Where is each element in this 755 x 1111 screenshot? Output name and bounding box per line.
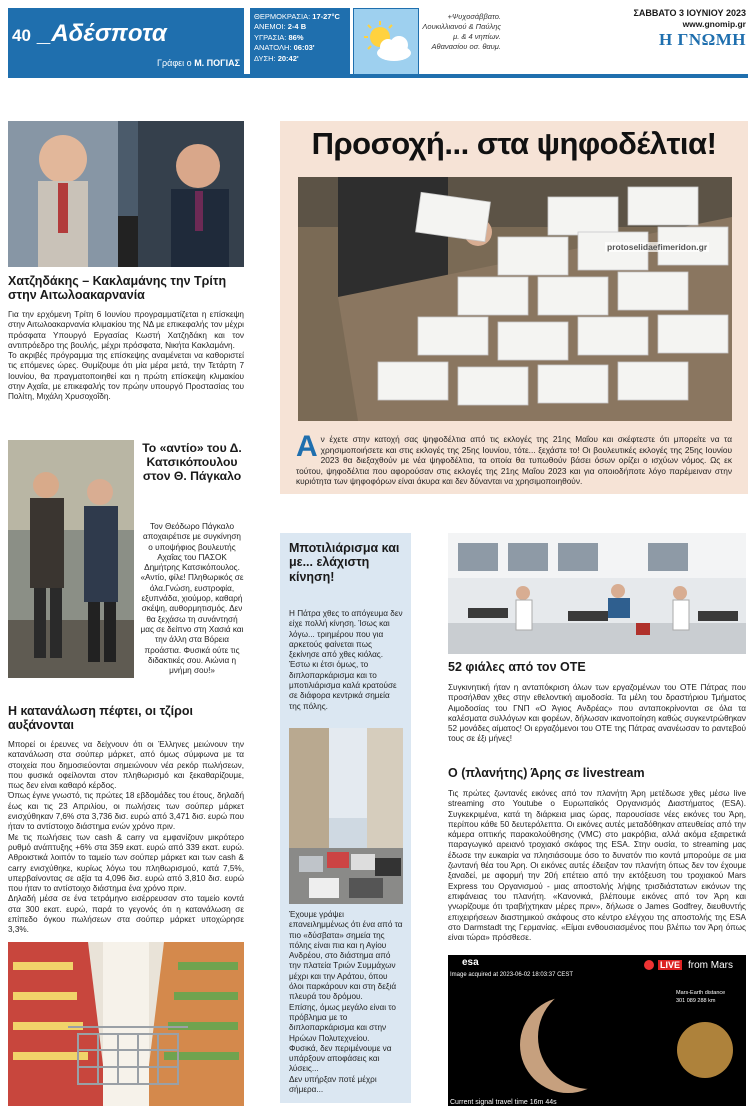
- distance-label: Mars-Earth distance: [676, 990, 726, 996]
- ballots-body: Αν έχετε στην κατοχή σας ψηφοδέλτια από τις εκλογές της 21ης Μαΐου και σκέφτεστε ότι μπορείτε να τα χρησιμοποιήσετε και στις εκλογές της 25ης Ιουνίου, τότε... ξεχάστε το! Οι βουλευτικές εκλογές της 25ης Ιουνίου 2023 θα διεξαχθούν με νέα ψηφοδέλτια, τα οποία θα τυπωθούν βάσει όσων ορίζει ο ισχύων νόμος. Ως εκ τούτου, ψηφοδέλτια που αφορούσαν στις εκλογές της 21ης Μαΐου 2023 και για οποιοδήποτε λόγο παρέμειναν στην κυριότητα των ψηφοφόρων είναι άκυρα και δεν δύνανται να χρησιμοποιηθούν.: [296, 430, 732, 486]
- byline: Γράφει ο Μ. ΠΟΓΙΑΣ: [157, 58, 240, 68]
- weather-sunset: ΔΥΣΗ: 20:42': [254, 53, 299, 63]
- sun-cloud-icon: [353, 8, 419, 78]
- weather-sunrise: ΑΝΑΤΟΛΗ: 06:03': [254, 43, 315, 53]
- bottlenecks-body-bottom: Έχουμε γράψει επανειλημμένως ότι ένα από τα πιο «δύσβατα» σημεία της πόλης είναι πια και η Αγίου Ανδρέου, στο διάστημα από την πλατεία Τριών Συμμάχων μέχρι και την Αράτου, όπου όλοι παρκάρουν και στη δεξιά πλευρά του δρόμου. Επίσης, όμως μεγάλο είναι το πρόβλημα με το διπλοπαρκάρισμα και στην Ηρώων Πολυτεχνείου. Φυσικά, δεν περιμένουμε να υπάρξουν αποφάσεις και λύσεις... Δεν υπήρξαν ποτέ μέχρι σήμερα...: [289, 910, 403, 1095]
- weather-wind: ΑΝΕΜΟΙ: 2-4 Β: [254, 22, 307, 32]
- site-url[interactable]: www.gnomip.gr: [682, 19, 746, 29]
- mars-title: Ο (πλανήτης) Άρης σε livestream: [448, 766, 645, 780]
- hatzidakis-title: Χατζηδάκης – Κακλαμάνης την Τρίτη στην Αιτωλοακαρνανία: [8, 274, 227, 303]
- ote-title: 52 φιάλες από τον ΟΤΕ: [448, 660, 586, 674]
- masthead: [508, 8, 748, 78]
- live-badge: LIVE: [660, 960, 681, 970]
- esa-logo: esa: [462, 957, 479, 968]
- section-header: [8, 8, 244, 78]
- traffic-photo: [289, 728, 403, 904]
- weather-humidity: ΥΓΡΑΣΙΑ: 86%: [254, 32, 304, 42]
- signal-travel-time: Current signal travel time 16m 44s: [450, 1099, 557, 1106]
- katsikopoulos-photo: [8, 440, 134, 678]
- distance-value: 301 089 288 km: [676, 998, 716, 1004]
- antio-body: Τον Θεόδωρο Πάγκαλο αποχαιρέτισε με συγκίνηση ο υποψήφιος βουλευτής Αχαΐας του ΠΑΣΟΚ Δημήτρης Κατσικόπουλος. «Αντίο, φίλε! Πληθωρικός σε όλα.Γνώση, ευστροφία, εξυπνάδα, χιούμορ, καθαρή σκέψη, αυθορμητισμός. Δεν θα ξεχάσω τη συνάντησή μας σε δείπνο στη Χασιά και την άλλη στα Βόρεια προάστια. Φυσικά ούτε τις διδακτικές σου. Αιώνια η μνήμη σου!»: [140, 522, 244, 676]
- supermarket-photo: [8, 942, 244, 1106]
- weather-temperature: ΘΕΡΜΟΚΡΑΣΙΑ: 17-27°C: [254, 12, 340, 21]
- consumption-body: Μπορεί οι έρευνες να δείχνουν ότι οι Έλληνες μειώνουν την κατανάλωση στα σούπερ μάρκετ, από όμως σύμφωνα με τα στοιχεία που δημοσιεύονται σημειώνουν νέα ρεκόρ πωλήσεων, που φυσικά οφείλονται στον πληθωρισμό και ξεκαθαρίζουμε, πως δεν είναι καθαρό κέρδος. Όπως έγινε γνωστό, τις πρώτες 18 εβδομάδες του έτους, δηλαδή έως και τις 23 Απριλίου, οι πωλήσεις των σούπερ μάρκετ ενισχύθηκαν 7,6% στα 3,736 δισ. ευρώ από 3,471 δισ. ευρώ που ήταν το αντίστοιχο διάστημα ενών χρόνο πριν. Με τις πωλήσεις των cash & carry να εμφανίζουν μικρότερο ρυθμό ανάπτυξης +6% στα 359 εκατ. ευρώ από 339 εκατ. ευρώ. Αθροιστικά λοιπόν το ταμείο των σούπερ μάρκετ και των cash & carry ενισχύθηκε, κυρίως λόγω του πληθωρισμού, κατά 7,5%, υπερβαίνοντας σε αξία τα 4,096 δισ. ευρώ από 3,810 δισ. ευρώ που ήταν το αντίστοιχο διάστημα ένα χρόνο πριν. Δηλαδή μέσα σε ένα τετράμηνο εισέρρευσαν στο ταμείο κοντά στα 300 εκατ. ευρώ, παρά το γεγονός ότι η κατανάλωση σε επίπεδο όγκου πωλήσεων στα σούπερ μάρκετ υποχώρησε 3,3%.: [8, 740, 244, 935]
- drop-cap: Α: [296, 430, 318, 463]
- bottlenecks-body-top: Η Πάτρα χθες το απόγευμα δεν είχε πολλή κίνηση. Ίσως και λόγω... τριημέρου που για αρκετούς φαίνεται πως ξεκίνησε από χθες κιόλας. Έστω κι έτσι όμως, το διπλοπαρκάρισμα και το μποτιλιάρισμα καλά κρατούσε σε διάφορα κεντρικά σημεία της πόλης.: [289, 609, 403, 711]
- issue-date: ΣΑΒΒΑΤΟ 3 ΙΟΥΝΙΟΥ 2023: [633, 8, 746, 18]
- ote-body: Συγκινητική ήταν η ανταπόκριση όλων των εργαζομένων του ΟΤΕ Πάτρας που προσήλθαν χθες στην εθελοντική αιμοδοσία. Τα μέλη του δραστήριου Τμήματος Αιμοδοσίας του ΓΝΠ «Ο Άγιος Ανδρέας» που ανταποκρίνονται σε όλα τα καλέσματα συλλόγων και φορέων, δήλωσαν ικανοποίηση καθώς συγκεντρώθηκαν 52 μονάδες αίματος! Οι εργαζόμενοι του ΟΤΕ της Πάτρας ανανέωσαν το ραντεβού τους σε έξι μήνες!: [448, 683, 746, 744]
- page-number: 40: [12, 26, 31, 45]
- ballots-photo: [298, 177, 732, 421]
- newspaper-logo: Η ΓΝΩΜΗ: [659, 30, 746, 49]
- weather-panel: [250, 8, 350, 78]
- hatzidakis-body: Για την ερχόμενη Τρίτη 6 Ιουνίου προγραμματίζεται η επίσκεψη στην Αιτωλοακαρνανία κλιμακίου της ΝΔ με επικεφαλής τον μέχρι πρόσφατα Υπουργό Εργασίας Κωστή Χατζηδάκη και τον αντιπρόεδρο της βουλής, μέχρι πρόσφατα, Νικήτα Κακλαμάνη. Το ακριβές πρόγραμμα της επίσκεψης αναμένεται να καθοριστεί τις επόμενες ώρες. Θυμίζουμε ότι μία μέρα μετά, την Τετάρτη 7 Ιουνίου, θα πραγματοποιηθεί και η πρώτη επίσκεψη κλιμακίου στην Αχαΐα, με επικεφαλής τον πρώην υπουργό Προστασίας του Πολίτη, Μιχάλη Χρυσοχοΐδη.: [8, 310, 244, 402]
- bottlenecks-title: Μποτιλιάρισμα και με... ελάχιστη κίνηση!: [289, 541, 400, 584]
- mars-acquired: Image acquired at 2023-06-02 18:03:37 CEST: [450, 972, 574, 978]
- antio-title: Το «αντίο» του Δ. Κατσικόπουλου στον Θ. Πάγκαλο: [142, 441, 242, 484]
- blood-donation-photo: [448, 533, 746, 654]
- header-divider: [8, 74, 748, 78]
- section-title: _Αδέσποτα: [38, 20, 167, 47]
- ballots-title: Προσοχή... στα ψηφοδέλτια!: [311, 126, 717, 161]
- from-mars-label: from Mars: [688, 960, 733, 971]
- saints-of-day: +Ψυχοσάββατο. Λουκιλλιανού & Παύλης μ. & 4 νηπίων. Αθανασίου οσ. θαυμ.: [422, 12, 501, 51]
- hatzidakis-photo: [8, 121, 244, 267]
- consumption-title: Η κατανάλωση πέφτει, οι τζίροι αυξάνονται: [8, 704, 193, 733]
- mars-body: Τις πρώτες ζωντανές εικόνες από τον πλανήτη Άρη μετέδωσε χθες μέσω live streaming στο Youtube ο Ευρωπαϊκός Οργανισμός Διαστήματος (ESA). Συγκεκριμένα, κατά τη διάρκεια μιας ώρας, παρουσίασε νέες εικόνες του Άρη, περίπου κάθε 50 δευτερόλεπτα. Οι εικόνες αυτές μεταδόθηκαν απευθείας από την κάμερα οπτικής παρακολούθησης (VMC) στο μακρόβια, αλλά ακόμα εξαιρετικά παραγωγικό αρειανό τροχιακό σκάφος της ESA. Στην ουσία, το streaming μας έδωσε την ευκαιρία να πλησιάσουμε όσο το δυνατόν πιο κοντά μπορούμε σε μια ζωντανή θέα του Άρη. Οι εικόνες αυτές έδειξαν τον πλανήτη όπως δεν τον έχουμε ξαναδεί, με αφορμή την 20ή επέτειο από την εκτόξευση του τροχιακού Mars Express του Οργανισμού - μιας αποστολής λήψης τρισδιάστατων εικόνων της επιφάνειας του πλανήτη. «Κανονικά, βλέπουμε εικόνες από τον Άρη και γνωρίζουμε ότι τραβήχτηκαν μέρες πριν», δήλωσε ο James Godfrey, διευθυντής επιχειρήσεων διαστημικού σκάφους στο κέντρο ελέγχου της αποστολής της ESA στο Darmstadt της Γερμανίας. «Είμαι ενθουσιασμένος που βλέπω τον Άρη όπως είναι τώρα» πρόσθεσε.: [448, 789, 746, 943]
- watermark: protoselidaefimeridon.gr: [607, 242, 708, 252]
